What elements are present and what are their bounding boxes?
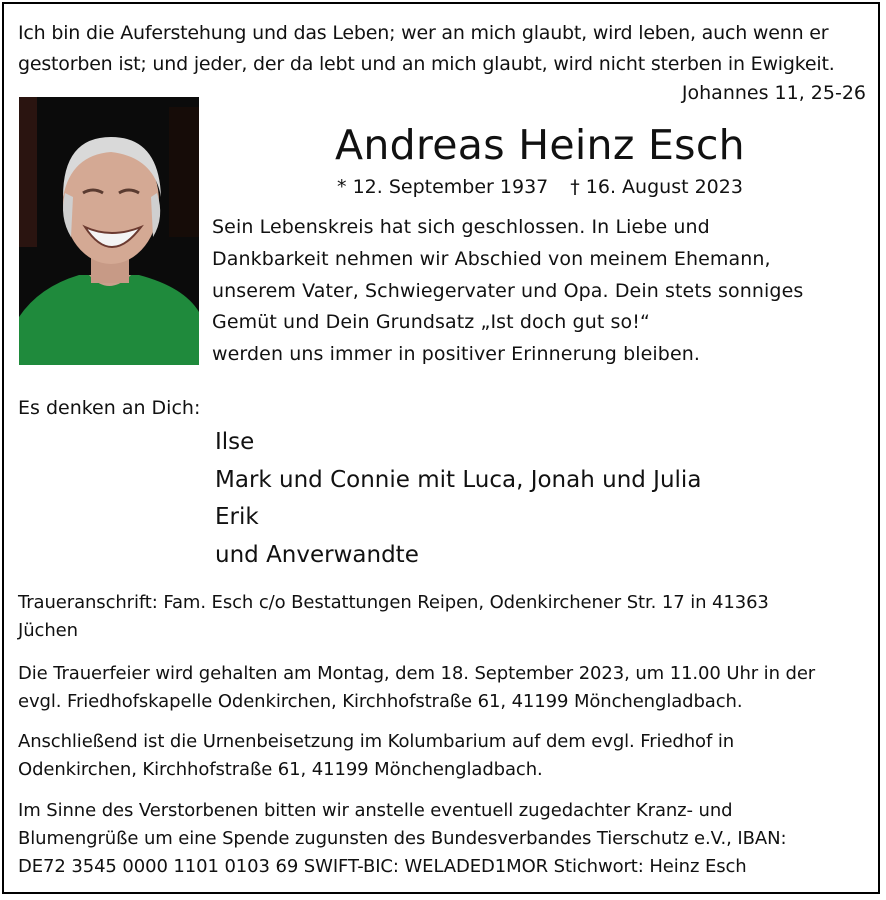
tribute-line: werden uns immer in positiver Erinnerung bleiben. — [212, 343, 701, 366]
mourner-name: und Anverwandte — [215, 541, 419, 568]
mourner-name: Mark und Connie mit Luca, Jonah und Julia — [215, 466, 702, 493]
burial-line: Odenkirchen, Kirchhofstraße 61, 41199 Mönchengladbach. — [18, 759, 543, 780]
ceremony-line: evgl. Friedhofskapelle Odenkirchen, Kirchhofstraße 61, 41199 Mönchengladbach. — [18, 691, 743, 712]
mourners-intro: Es denken an Dich: — [18, 397, 201, 419]
mourners-list — [215, 424, 701, 574]
verse-line: Ich bin die Auferstehung und das Leben; wer an mich glaubt, wird leben, auch wenn er — [18, 22, 829, 44]
tribute-line: Dankbarkeit nehmen wir Abschied von meinem Ehemann, — [212, 247, 771, 270]
verse-reference: Johannes 11, 25-26 — [681, 82, 866, 104]
burial-line: Anschließend ist die Urnenbeisetzung im Kolumbarium auf dem evgl. Friedhof in — [18, 731, 735, 752]
urn-burial-info — [18, 728, 734, 784]
death-date: † 16. August 2023 — [570, 176, 743, 198]
tribute-line: Sein Lebenskreis hat sich geschlossen. In Liebe und — [212, 216, 710, 238]
tribute-line: unserem Vater, Schwiegervater und Opa. Dein stets sonniges — [212, 279, 804, 302]
mourner-name: Ilse — [215, 429, 255, 455]
ceremony-line: Die Trauerfeier wird gehalten am Montag, dem 18. September 2023, um 11.00 Uhr in der — [18, 663, 816, 684]
tribute-text — [212, 212, 803, 371]
donation-line: Blumengrüße um eine Spende zugunsten des Bundesverbandes Tierschutz e.V., IBAN: — [18, 828, 787, 849]
address-line: Traueranschrift: Fam. Esch c/o Bestattungen Reipen, Odenkirchener Str. 17 in 41363 — [18, 592, 769, 613]
tribute-line: Gemüt und Dein Grundsatz „Ist doch gut so!“ — [212, 311, 650, 334]
bible-verse — [18, 18, 835, 80]
donation-request — [18, 797, 786, 881]
mourning-address — [18, 589, 769, 645]
donation-line: DE72 3545 0000 1101 0103 69 SWIFT-BIC: WELADED1MOR Stichwort: Heinz Esch — [18, 856, 747, 877]
life-dates — [200, 174, 880, 200]
deceased-portrait-photo — [19, 97, 199, 365]
mourner-name: Erik — [215, 504, 259, 530]
funeral-ceremony-info — [18, 660, 815, 716]
address-line: Jüchen — [18, 620, 78, 641]
deceased-name: Andreas Heinz Esch — [335, 121, 745, 169]
birth-date: * 12. September 1937 — [337, 176, 549, 198]
donation-line: Im Sinne des Verstorbenen bitten wir anstelle eventuell zugedachter Kranz- und — [18, 800, 733, 821]
verse-line: gestorben ist; und jeder, der da lebt und an mich glaubt, wird nicht sterben in Ewigkeit. — [18, 53, 835, 75]
